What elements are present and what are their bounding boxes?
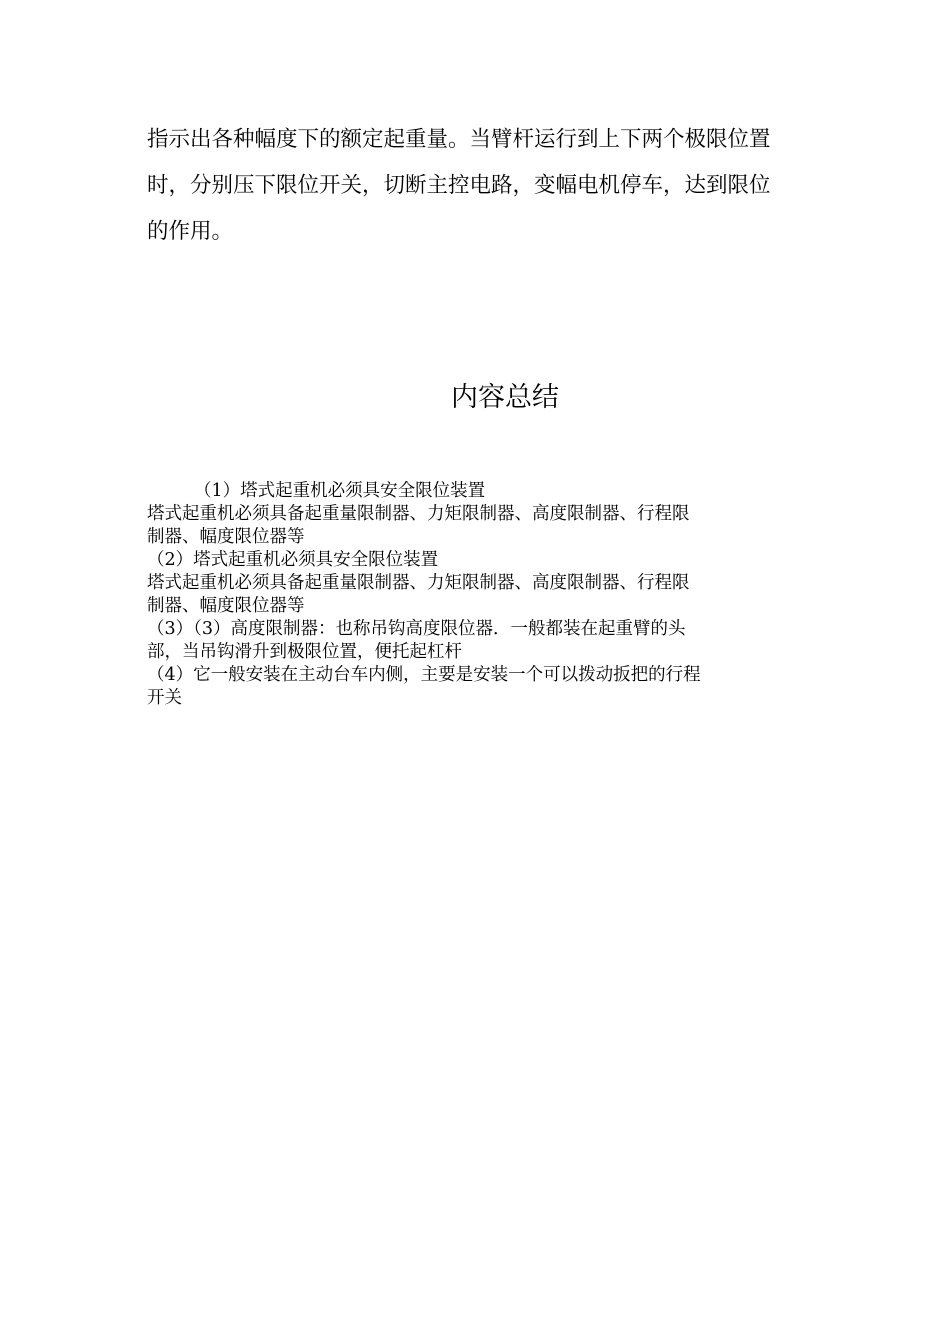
intro-paragraph xyxy=(147,117,807,255)
summary-title: 内容总结 xyxy=(451,382,559,413)
summary-line: 塔式起重机必须具备起重量限制器、力矩限制器、高度限制器、行程限 xyxy=(147,573,690,593)
summary-line: （3）（3）高度限制器：也称吊钩高度限位器．一般都装在起重臂的头 xyxy=(147,619,686,639)
summary-line: （2）塔式起重机必须具安全限位装置 xyxy=(147,550,439,570)
intro-line: 指示出各种幅度下的额定起重量。当臂杆运行到上下两个极限位置 xyxy=(147,127,771,152)
summary-line: 制器、幅度限位器等 xyxy=(147,596,305,616)
summary-line: 开关 xyxy=(147,688,182,708)
summary-line: （1）塔式起重机必须具安全限位装置 xyxy=(194,481,486,501)
summary-line: 部，当吊钩滑升到极限位置，便托起杠杆 xyxy=(147,642,462,662)
summary-line: 制器、幅度限位器等 xyxy=(147,527,305,547)
summary-line: （4）它一般安装在主动台车内侧，主要是安装一个可以拨动扳把的行程 xyxy=(147,665,701,685)
intro-line: 的作用。 xyxy=(147,219,234,244)
summary-line: 塔式起重机必须具备起重量限制器、力矩限制器、高度限制器、行程限 xyxy=(147,504,690,524)
summary-body xyxy=(147,480,807,710)
intro-line: 时，分别压下限位开关，切断主控电路，变幅电机停车，达到限位 xyxy=(147,173,771,198)
